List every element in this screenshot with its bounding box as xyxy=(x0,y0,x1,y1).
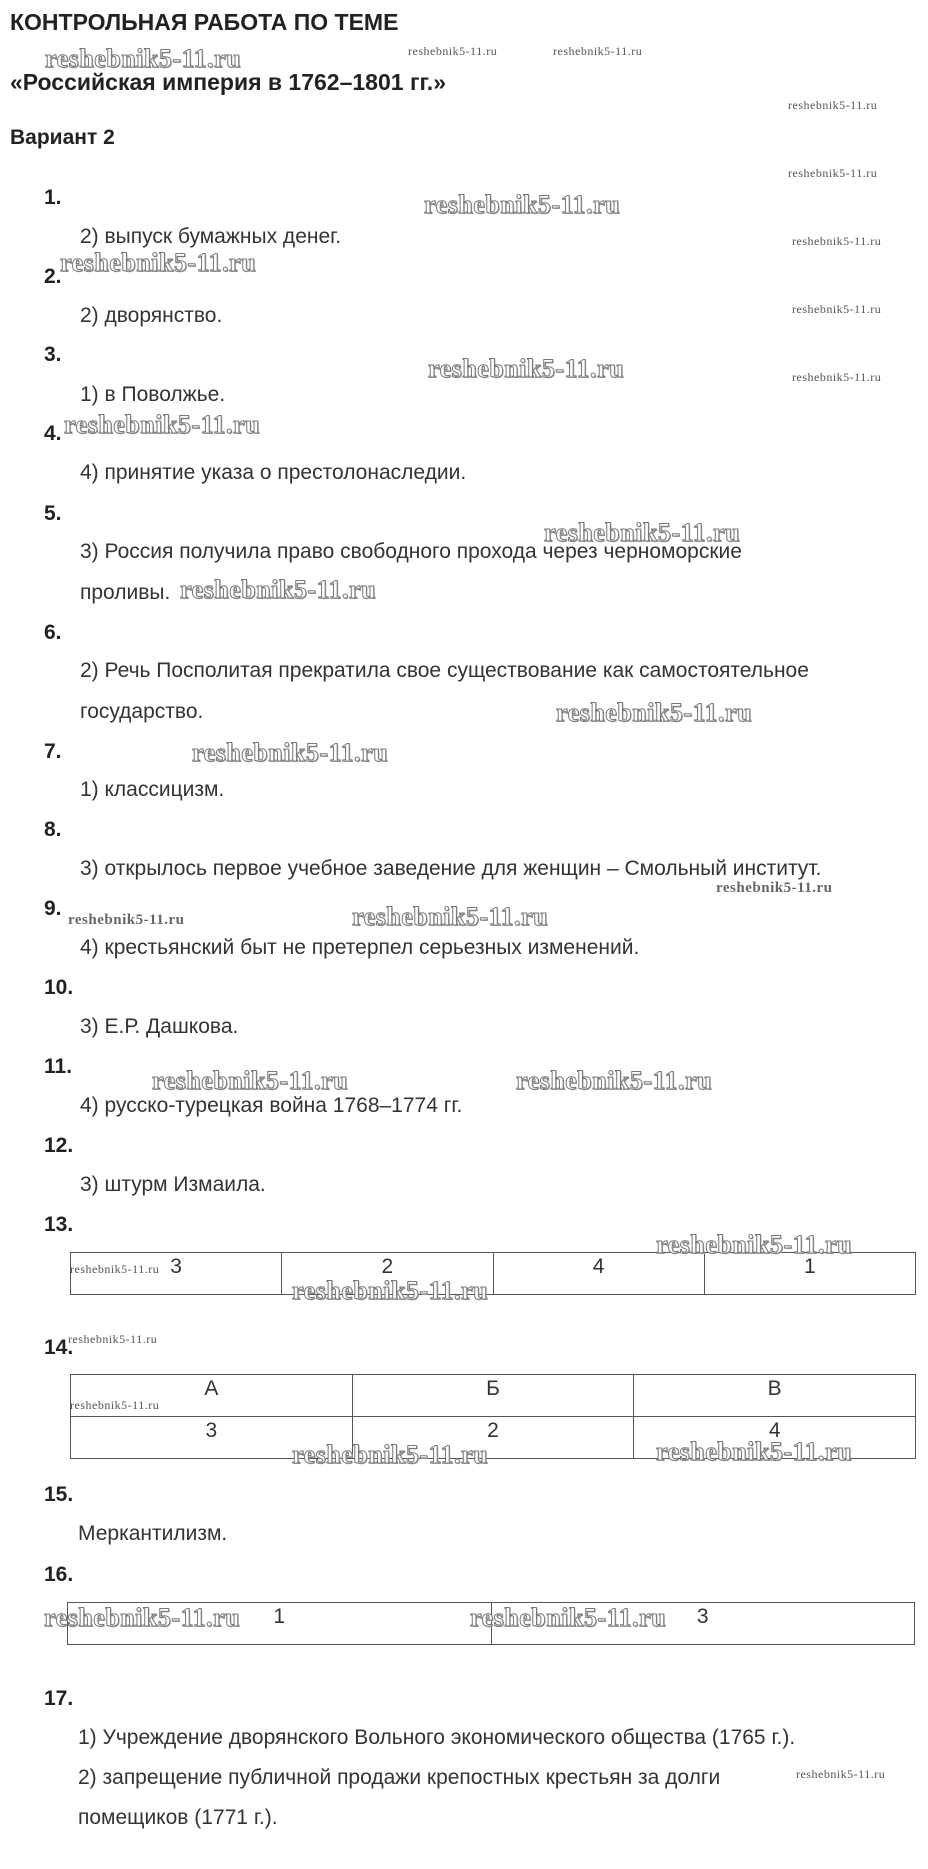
answer-table xyxy=(70,1374,916,1459)
question-number: 11. xyxy=(44,1055,73,1078)
watermark: reshebnik5-11.ru xyxy=(64,410,261,439)
watermark: reshebnik5-11.ru xyxy=(70,1262,160,1276)
answer-text: 1) в Поволжье. xyxy=(80,383,226,406)
watermark: reshebnik5-11.ru xyxy=(470,1603,667,1632)
answer-text: 3) Россия получила право свободного прохода через черноморские xyxy=(80,540,742,563)
table-cell: 1 xyxy=(68,1603,492,1645)
watermark: reshebnik5-11.ru xyxy=(192,738,389,767)
table-cell: 1 xyxy=(704,1253,915,1295)
table-header-cell: Б xyxy=(352,1375,634,1417)
question-number: 3. xyxy=(44,343,62,366)
watermark: reshebnik5-11.ru xyxy=(424,190,621,219)
watermark: reshebnik5-11.ru xyxy=(292,1276,489,1305)
watermark: reshebnik5-11.ru xyxy=(788,98,878,112)
table-cell: 4 xyxy=(493,1253,704,1295)
answer-text: 4) крестьянский быт не претерпел серьезных изменений. xyxy=(80,936,640,959)
question-number: 7. xyxy=(44,740,62,763)
answer-text: 2) Речь Посполитая прекратила свое существование как самостоятельное xyxy=(80,659,809,682)
answer-text: 4) русско-турецкая война 1768–1774 гг. xyxy=(80,1094,463,1117)
answer-text: помещиков (1771 г.). xyxy=(78,1806,278,1829)
watermark: reshebnik5-11.ru xyxy=(553,44,643,58)
table-cell: 2 xyxy=(282,1253,493,1295)
table-cell: 3 xyxy=(71,1253,282,1295)
watermark: reshebnik5-11.ru xyxy=(544,518,741,547)
question-number: 13. xyxy=(44,1213,74,1236)
watermark: reshebnik5-11.ru xyxy=(516,1066,713,1095)
watermark: reshebnik5-11.ru xyxy=(180,575,377,604)
table-header-cell: В xyxy=(634,1375,916,1417)
question-number: 2. xyxy=(44,265,62,288)
table-cell: 3 xyxy=(491,1603,915,1645)
answer-text: 2) выпуск бумажных денег. xyxy=(80,225,342,248)
watermark: reshebnik5-11.ru xyxy=(796,1767,886,1781)
watermark: reshebnik5-11.ru xyxy=(792,302,882,316)
question-number: 15. xyxy=(44,1483,74,1506)
watermark: reshebnik5-11.ru xyxy=(68,912,185,928)
table-cell: 4 xyxy=(634,1417,916,1459)
answer-text: 1) классицизм. xyxy=(80,778,225,801)
watermark: reshebnik5-11.ru xyxy=(556,698,753,727)
watermark: reshebnik5-11.ru xyxy=(656,1230,853,1259)
answer-text: 3) Е.Р. Дашкова. xyxy=(80,1015,239,1038)
watermark: reshebnik5-11.ru xyxy=(44,1603,241,1632)
document-subtitle: «Российская империя в 1762–1801 гг.» xyxy=(10,69,446,95)
watermark: reshebnik5-11.ru xyxy=(408,44,498,58)
question-number: 8. xyxy=(44,818,62,841)
question-number: 6. xyxy=(44,621,62,644)
answer-text: Меркантилизм. xyxy=(78,1522,228,1545)
answer-text: 1) Учреждение дворянского Вольного экономического общества (1765 г.). xyxy=(78,1726,796,1749)
watermark: reshebnik5-11.ru xyxy=(656,1437,853,1466)
question-number: 10. xyxy=(44,976,74,999)
answer-table xyxy=(67,1602,915,1645)
table-cell: 3 xyxy=(71,1417,353,1459)
question-number: 12. xyxy=(44,1134,74,1157)
watermark: reshebnik5-11.ru xyxy=(428,354,625,383)
watermark: reshebnik5-11.ru xyxy=(792,370,882,384)
question-number: 1. xyxy=(44,186,62,209)
answer-text: 4) принятие указа о престолонаследии. xyxy=(80,461,467,484)
answer-table xyxy=(70,1252,916,1295)
watermark: reshebnik5-11.ru xyxy=(152,1066,349,1095)
question-number: 16. xyxy=(44,1563,74,1586)
table-header-cell: А xyxy=(71,1375,353,1417)
question-number: 4. xyxy=(44,422,62,445)
watermark: reshebnik5-11.ru xyxy=(45,44,242,73)
question-number: 9. xyxy=(44,897,62,920)
watermark: reshebnik5-11.ru xyxy=(788,166,878,180)
watermark: reshebnik5-11.ru xyxy=(792,234,882,248)
question-number: 14. xyxy=(44,1336,74,1359)
question-number: 5. xyxy=(44,502,62,525)
watermark: reshebnik5-11.ru xyxy=(292,1440,489,1469)
watermark: reshebnik5-11.ru xyxy=(70,1398,160,1412)
watermark: reshebnik5-11.ru xyxy=(716,880,833,896)
answer-text: государство. xyxy=(80,700,204,723)
watermark: reshebnik5-11.ru xyxy=(68,1332,158,1346)
variant-heading: Вариант 2 xyxy=(10,126,115,149)
document-title: КОНТРОЛЬНАЯ РАБОТА ПО ТЕМЕ xyxy=(10,9,399,35)
answer-text: проливы. xyxy=(80,581,171,604)
question-number: 17. xyxy=(44,1687,74,1710)
answer-text: 2) дворянство. xyxy=(80,304,223,327)
watermark: reshebnik5-11.ru xyxy=(60,248,257,277)
table-cell: 2 xyxy=(352,1417,634,1459)
answer-text: 3) штурм Измаила. xyxy=(80,1173,266,1196)
answer-text: 3) открылось первое учебное заведение для женщин – Смольный институт. xyxy=(80,857,822,880)
watermark: reshebnik5-11.ru xyxy=(352,902,549,931)
answer-text: 2) запрещение публичной продажи крепостных крестьян за долги xyxy=(78,1766,721,1789)
